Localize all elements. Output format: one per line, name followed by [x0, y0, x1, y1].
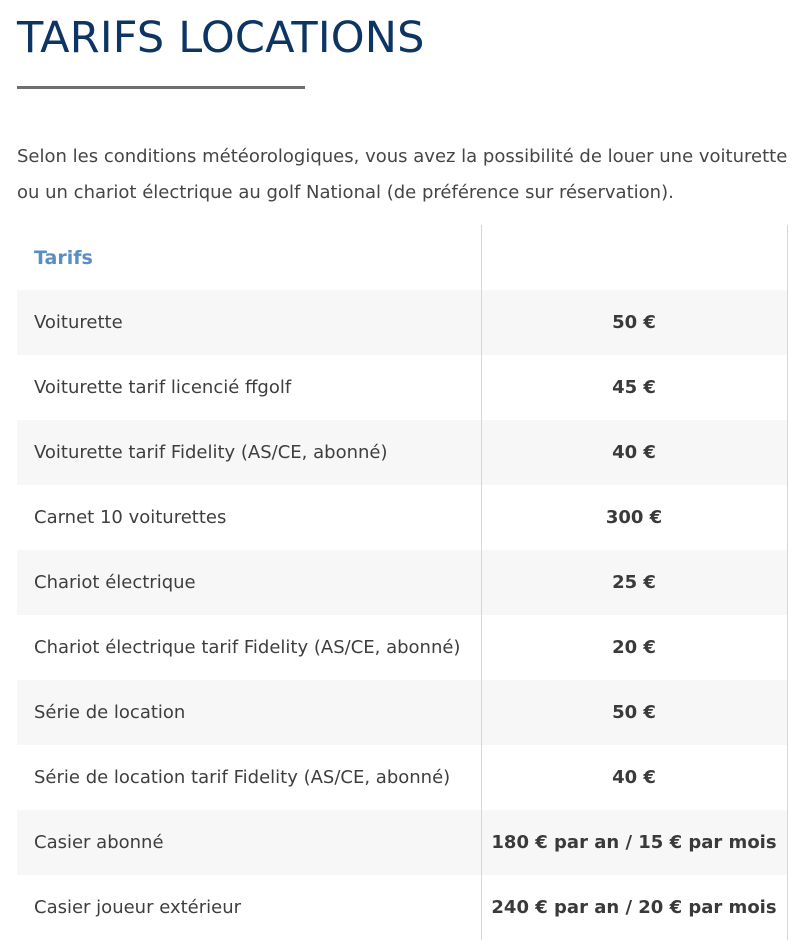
table-row	[17, 875, 787, 940]
rate-label: Voiturette tarif Fidelity (AS/CE, abonné)	[17, 420, 481, 485]
rate-price: 45 €	[481, 355, 787, 420]
rate-price: 50 €	[481, 680, 787, 745]
table-row	[17, 420, 787, 485]
table-row	[17, 745, 787, 810]
table-row	[17, 680, 787, 745]
page-title: TARIFS LOCATIONS	[17, 13, 425, 63]
rate-label: Série de location tarif Fidelity (AS/CE, abonné)	[17, 745, 481, 810]
rate-price: 180 € par an / 15 € par mois	[481, 810, 787, 875]
rate-label: Chariot électrique	[17, 550, 481, 615]
table-row	[17, 355, 787, 420]
rate-price: 50 €	[481, 290, 787, 355]
rate-label: Voiturette tarif licencié ffgolf	[17, 355, 481, 420]
rate-price: 25 €	[481, 550, 787, 615]
title-divider	[17, 86, 305, 89]
rate-price: 240 € par an / 20 € par mois	[481, 875, 787, 940]
intro-paragraph: Selon les conditions météorologiques, vous avez la possibilité de louer une voiturette ou un chariot électrique au golf National (de préférence sur réservation).	[17, 146, 788, 203]
rate-label: Série de location	[17, 680, 481, 745]
rates-section	[17, 0, 788, 940]
rate-price: 40 €	[481, 745, 787, 810]
table-header-row	[17, 225, 787, 290]
rate-price: 300 €	[481, 485, 787, 550]
rate-price: 20 €	[481, 615, 787, 680]
table-row	[17, 550, 787, 615]
table-row	[17, 810, 787, 875]
rate-label: Chariot électrique tarif Fidelity (AS/CE, abonné)	[17, 615, 481, 680]
table-row	[17, 615, 787, 680]
rate-label: Casier joueur extérieur	[17, 875, 481, 940]
table-row	[17, 290, 787, 355]
table-row	[17, 485, 787, 550]
table-header-price	[481, 225, 787, 290]
rate-label: Carnet 10 voiturettes	[17, 485, 481, 550]
rate-label: Voiturette	[17, 290, 481, 355]
rates-table	[17, 225, 788, 940]
table-header-label: Tarifs	[34, 246, 93, 269]
rate-label: Casier abonné	[17, 810, 481, 875]
rate-price: 40 €	[481, 420, 787, 485]
